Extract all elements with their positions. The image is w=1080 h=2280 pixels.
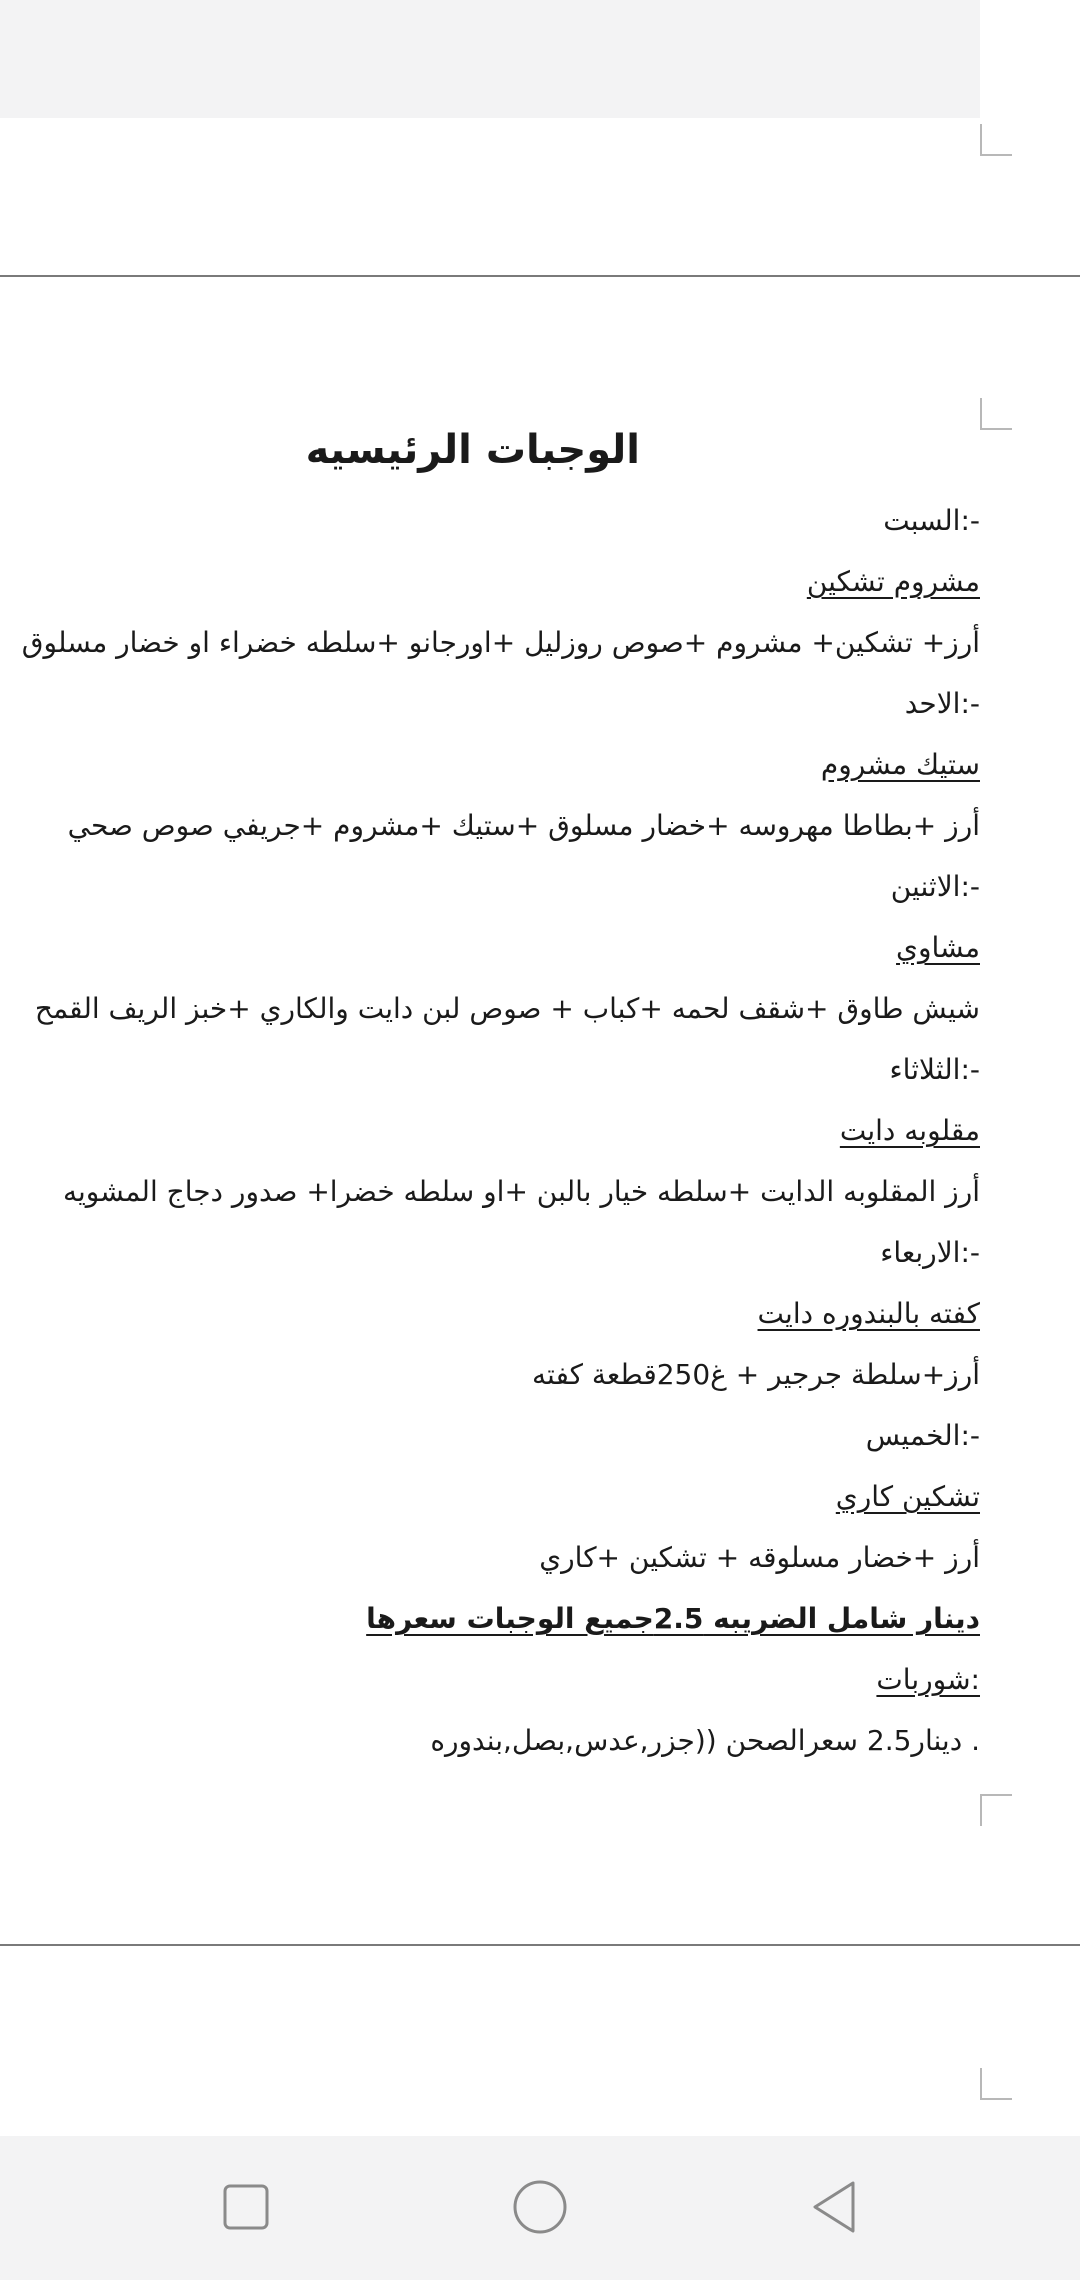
page-corner-mark bbox=[980, 124, 1012, 156]
system-navigation-bar bbox=[0, 2136, 1080, 2280]
day-line: -:الخميس bbox=[865, 1419, 980, 1452]
dish-description: أرز+ تشكين+ مشروم +صوص روزليل +اورجانو +سلطه خضراء او خضار مسلوق bbox=[21, 626, 980, 659]
recents-button[interactable] bbox=[196, 2162, 296, 2252]
soups-price-line: . دينار2.5 سعرالصحن ((جزر,عدس,بصل,بندوره bbox=[430, 1724, 980, 1757]
dish-description: أرز +خضار مسلوقه + تشكين +كاري bbox=[539, 1541, 980, 1574]
day-line: -:الاحد bbox=[904, 687, 980, 720]
soups-heading: :شوربات bbox=[876, 1663, 980, 1696]
page-corner-mark bbox=[980, 1794, 1012, 1826]
circle-icon bbox=[512, 2179, 568, 2235]
dish-name: تشكين كاري bbox=[835, 1480, 980, 1513]
back-button[interactable] bbox=[784, 2162, 884, 2252]
day-line: -:الاربعاء bbox=[880, 1236, 980, 1269]
dish-name: مشروم تشكين bbox=[806, 565, 980, 598]
square-icon bbox=[222, 2183, 270, 2231]
dish-name: ستيك مشروم bbox=[820, 748, 980, 781]
page-separator bbox=[0, 1944, 1080, 1946]
triangle-back-icon bbox=[810, 2179, 858, 2235]
home-button[interactable] bbox=[490, 2162, 590, 2252]
day-line: -:السبت bbox=[883, 504, 980, 537]
dish-description: أرز+سلطة جرجير + غ250قطعة كفته bbox=[531, 1358, 980, 1391]
dish-description: أرز المقلوبه الدايت +سلطه خيار بالبن +او سلطه خضرا+ صدور دجاج المشويه bbox=[63, 1175, 980, 1208]
dish-name: كفته بالبندوره دايت bbox=[757, 1297, 980, 1330]
dish-name: مقلوبه دايت bbox=[839, 1114, 980, 1147]
dish-name: مشاوي bbox=[896, 931, 980, 964]
page-corner-mark bbox=[980, 398, 1012, 430]
day-line: -:الثلاثاء bbox=[889, 1053, 980, 1086]
day-line: -:الاثنين bbox=[890, 870, 980, 903]
price-note: دينار شامل الضريبه 2.5جميع الوجبات سعرها bbox=[366, 1602, 980, 1635]
dish-description: شيش طاوق +شقف لحمه +كباب + صوص لبن دايت والكاري +خبز الريف القمح bbox=[34, 992, 980, 1025]
previous-page-area bbox=[0, 0, 980, 118]
document-title: الوجبات الرئيسيه bbox=[305, 427, 640, 473]
page-corner-mark bbox=[980, 2068, 1012, 2100]
page-separator bbox=[0, 275, 1080, 277]
dish-description: أرز +بطاطا مهروسه +خضار مسلوق +ستيك +مشروم +جريفي صوص صحي bbox=[67, 809, 980, 842]
